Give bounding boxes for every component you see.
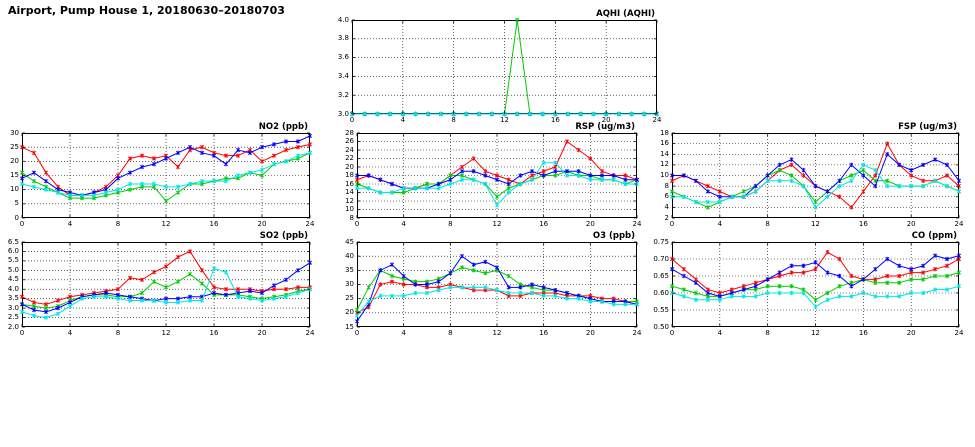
series-marker bbox=[176, 165, 179, 169]
y-tick-label: 0 bbox=[14, 213, 19, 222]
series-marker bbox=[272, 283, 275, 287]
y-tick-label: 40 bbox=[345, 251, 354, 260]
y-tick-label: 16 bbox=[345, 179, 354, 188]
x-tick-label: 16 bbox=[539, 220, 549, 228]
x-tick-label: 8 bbox=[765, 329, 770, 337]
series-marker bbox=[814, 304, 817, 308]
series-marker bbox=[176, 151, 179, 155]
series-marker bbox=[164, 156, 167, 160]
series-marker bbox=[355, 319, 358, 323]
series-marker bbox=[355, 313, 358, 317]
x-tick-label: 0 bbox=[19, 220, 25, 228]
series-marker bbox=[200, 281, 203, 285]
y-tick-label: 16 bbox=[660, 139, 669, 148]
y-tick-label: 0.75 bbox=[653, 237, 669, 246]
series-marker bbox=[116, 176, 119, 180]
series-marker bbox=[272, 153, 275, 157]
y-tick-label: 5.0 bbox=[7, 265, 19, 274]
series-marker bbox=[44, 170, 47, 174]
x-tick-label: 24 bbox=[305, 220, 315, 228]
y-tick-label: 10 bbox=[660, 171, 669, 179]
series-marker bbox=[778, 270, 781, 274]
x-tick-label: 24 bbox=[954, 220, 964, 228]
x-tick-label: 0 bbox=[354, 329, 360, 337]
y-tick-label: 0.70 bbox=[653, 254, 669, 263]
y-tick-label: 6 bbox=[664, 192, 669, 201]
x-tick-label: 12 bbox=[161, 220, 171, 228]
series-marker bbox=[224, 162, 227, 166]
x-tick-label: 20 bbox=[585, 329, 595, 337]
x-tick-label: 24 bbox=[954, 329, 964, 337]
x-tick-label: 8 bbox=[448, 329, 453, 337]
y-tick-label: 3.8 bbox=[337, 34, 349, 43]
y-tick-label: 2.5 bbox=[7, 313, 19, 322]
x-tick-label: 4 bbox=[67, 220, 73, 228]
x-tick-label: 24 bbox=[632, 220, 642, 228]
x-tick-label: 8 bbox=[765, 220, 770, 228]
series-marker bbox=[367, 285, 370, 289]
y-tick-label: 18 bbox=[660, 128, 669, 137]
series-marker bbox=[694, 281, 697, 285]
x-tick-label: 8 bbox=[115, 220, 121, 228]
y-tick-label: 15 bbox=[10, 171, 19, 179]
x-tick-label: 24 bbox=[305, 329, 315, 337]
chart-title-so2: SO2 (ppb) bbox=[259, 231, 308, 241]
y-tick-label: 28 bbox=[345, 128, 354, 137]
x-tick-label: 12 bbox=[811, 220, 820, 228]
series-marker bbox=[176, 190, 179, 194]
y-tick-label: 18 bbox=[345, 171, 354, 179]
x-tick-label: 12 bbox=[500, 116, 509, 124]
chart-panel-so2 bbox=[7, 231, 315, 337]
y-tick-label: 12 bbox=[345, 196, 354, 205]
x-tick-label: 0 bbox=[354, 220, 360, 228]
y-tick-label: 2 bbox=[664, 213, 669, 222]
y-tick-label: 3.5 bbox=[7, 294, 19, 303]
chart-title-fsp: FSP (ug/m3) bbox=[898, 122, 957, 132]
x-tick-label: 0 bbox=[19, 329, 25, 337]
series-marker bbox=[32, 179, 35, 183]
x-tick-label: 16 bbox=[209, 329, 219, 337]
y-tick-label: 24 bbox=[345, 145, 354, 154]
series-marker bbox=[176, 255, 179, 259]
series-marker bbox=[682, 274, 685, 278]
x-tick-label: 8 bbox=[451, 116, 456, 124]
x-tick-label: 12 bbox=[492, 220, 502, 228]
y-tick-label: 35 bbox=[345, 265, 354, 274]
plot-svg-no2 bbox=[22, 133, 310, 218]
y-tick-label: 10 bbox=[345, 205, 354, 213]
series-marker bbox=[200, 268, 203, 272]
y-tick-label: 4.5 bbox=[7, 275, 19, 284]
chart-panel-co bbox=[653, 231, 964, 337]
y-tick-label: 0.50 bbox=[653, 322, 669, 331]
plot-svg-co bbox=[672, 242, 959, 327]
series-marker bbox=[814, 200, 817, 204]
y-tick-label: 0.65 bbox=[653, 271, 669, 280]
x-tick-label: 20 bbox=[906, 329, 916, 337]
plot-svg-so2 bbox=[22, 242, 310, 327]
chart-title-aqhi: AQHI (AQHI) bbox=[596, 9, 655, 19]
x-tick-label: 24 bbox=[632, 329, 642, 337]
x-tick-label: 4 bbox=[401, 220, 406, 228]
series-marker bbox=[128, 170, 131, 174]
y-tick-label: 3.0 bbox=[7, 303, 19, 312]
series-marker bbox=[68, 304, 71, 308]
page-title: Airport, Pump House 1, 20180630–20180703 bbox=[8, 4, 285, 17]
series-marker bbox=[176, 279, 179, 283]
x-tick-label: 24 bbox=[652, 116, 662, 124]
x-tick-label: 16 bbox=[539, 329, 549, 337]
series-marker bbox=[164, 285, 167, 289]
chart-panel-no2 bbox=[10, 122, 315, 228]
series-marker bbox=[164, 199, 167, 203]
series-marker bbox=[296, 268, 299, 272]
x-tick-label: 12 bbox=[161, 329, 171, 337]
x-tick-label: 0 bbox=[349, 116, 355, 124]
y-tick-label: 2.0 bbox=[7, 322, 19, 331]
series-marker bbox=[390, 262, 393, 266]
series-line-day2 bbox=[352, 20, 657, 114]
series-marker bbox=[20, 170, 23, 174]
y-tick-label: 3.4 bbox=[337, 71, 349, 80]
y-tick-label: 14 bbox=[660, 149, 669, 158]
series-marker bbox=[460, 165, 463, 169]
x-tick-label: 12 bbox=[811, 329, 820, 337]
y-tick-label: 20 bbox=[345, 162, 354, 171]
y-tick-label: 26 bbox=[345, 137, 354, 145]
y-tick-label: 30 bbox=[345, 280, 354, 288]
series-marker bbox=[507, 274, 510, 278]
y-tick-label: 45 bbox=[345, 237, 354, 246]
series-marker bbox=[516, 18, 519, 22]
y-tick-label: 5 bbox=[14, 199, 19, 208]
chart-title-no2: NO2 (ppb) bbox=[258, 122, 308, 132]
series-marker bbox=[862, 189, 865, 193]
y-tick-label: 4 bbox=[664, 202, 669, 211]
y-tick-label: 12 bbox=[660, 160, 669, 169]
series-marker bbox=[449, 271, 452, 275]
y-tick-label: 8 bbox=[664, 181, 669, 190]
chart-title-rsp: RSP (ug/m3) bbox=[575, 122, 635, 132]
y-tick-label: 0.60 bbox=[653, 288, 669, 297]
series-marker bbox=[957, 179, 960, 183]
plot-svg-rsp bbox=[357, 133, 637, 218]
x-tick-label: 4 bbox=[717, 220, 723, 228]
chart-panel-fsp bbox=[660, 122, 964, 228]
x-tick-label: 0 bbox=[669, 329, 675, 337]
x-tick-label: 4 bbox=[67, 329, 73, 337]
series-marker bbox=[402, 274, 405, 278]
y-tick-label: 10 bbox=[10, 185, 19, 194]
series-marker bbox=[850, 284, 853, 288]
series-marker bbox=[495, 203, 498, 207]
y-tick-label: 3.2 bbox=[337, 90, 349, 99]
x-tick-label: 12 bbox=[492, 329, 502, 337]
x-tick-label: 20 bbox=[585, 220, 595, 228]
series-marker bbox=[152, 270, 155, 274]
plot-svg-fsp bbox=[672, 133, 959, 218]
series-line-day2 bbox=[672, 273, 959, 300]
series-marker bbox=[565, 139, 568, 143]
chart-panel-aqhi bbox=[337, 9, 662, 124]
series-marker bbox=[188, 272, 191, 276]
y-tick-label: 3.6 bbox=[337, 53, 349, 62]
y-tick-label: 8 bbox=[349, 213, 354, 222]
series-marker bbox=[152, 279, 155, 283]
x-tick-label: 4 bbox=[400, 116, 406, 124]
x-tick-label: 4 bbox=[717, 329, 723, 337]
series-marker bbox=[802, 168, 805, 172]
plot-svg-o3 bbox=[357, 242, 637, 327]
series-marker bbox=[284, 278, 287, 282]
y-tick-label: 4.0 bbox=[337, 15, 349, 24]
series-marker bbox=[164, 264, 167, 268]
y-tick-label: 4.0 bbox=[7, 284, 19, 293]
chart-title-co: CO (ppm) bbox=[911, 231, 957, 241]
y-tick-label: 6.5 bbox=[7, 237, 19, 246]
y-tick-label: 3.0 bbox=[337, 109, 349, 118]
series-marker bbox=[826, 250, 829, 254]
chart-panel-rsp bbox=[345, 122, 642, 228]
x-tick-label: 16 bbox=[858, 220, 868, 228]
series-marker bbox=[355, 308, 358, 312]
series-marker bbox=[260, 159, 263, 163]
y-tick-label: 22 bbox=[345, 154, 354, 162]
y-tick-label: 5.5 bbox=[7, 256, 19, 265]
x-tick-label: 16 bbox=[209, 220, 219, 228]
series-marker bbox=[32, 170, 35, 174]
y-tick-label: 14 bbox=[345, 188, 354, 196]
plot-svg-aqhi bbox=[352, 20, 657, 114]
x-tick-label: 8 bbox=[115, 329, 121, 337]
series-marker bbox=[814, 298, 817, 302]
series-marker bbox=[874, 267, 877, 271]
chart-title-o3: O3 (ppb) bbox=[592, 231, 635, 241]
series-marker bbox=[32, 151, 35, 155]
series-marker bbox=[495, 195, 498, 199]
series-marker bbox=[495, 265, 498, 269]
x-tick-label: 4 bbox=[401, 329, 406, 337]
x-tick-label: 16 bbox=[550, 116, 560, 124]
x-tick-label: 16 bbox=[858, 329, 868, 337]
y-tick-label: 15 bbox=[345, 322, 354, 331]
y-tick-label: 0.55 bbox=[653, 305, 669, 314]
y-tick-label: 20 bbox=[345, 308, 354, 317]
x-tick-label: 20 bbox=[906, 220, 916, 228]
y-tick-label: 30 bbox=[10, 128, 19, 137]
series-marker bbox=[44, 179, 47, 183]
chart-panel-o3 bbox=[345, 231, 642, 337]
x-tick-label: 20 bbox=[601, 116, 611, 124]
x-tick-label: 20 bbox=[257, 329, 267, 337]
series-marker bbox=[682, 267, 685, 271]
series-marker bbox=[68, 300, 71, 304]
series-marker bbox=[188, 249, 191, 253]
y-tick-label: 25 bbox=[10, 142, 19, 151]
y-tick-label: 6.0 bbox=[7, 246, 19, 255]
series-marker bbox=[188, 145, 191, 149]
series-marker bbox=[20, 176, 23, 180]
x-tick-label: 0 bbox=[669, 220, 675, 228]
y-tick-label: 25 bbox=[345, 294, 354, 303]
y-tick-label: 20 bbox=[10, 156, 19, 165]
series-marker bbox=[670, 267, 673, 271]
x-tick-label: 8 bbox=[448, 220, 453, 228]
series-marker bbox=[460, 254, 463, 258]
x-tick-label: 20 bbox=[257, 220, 267, 228]
